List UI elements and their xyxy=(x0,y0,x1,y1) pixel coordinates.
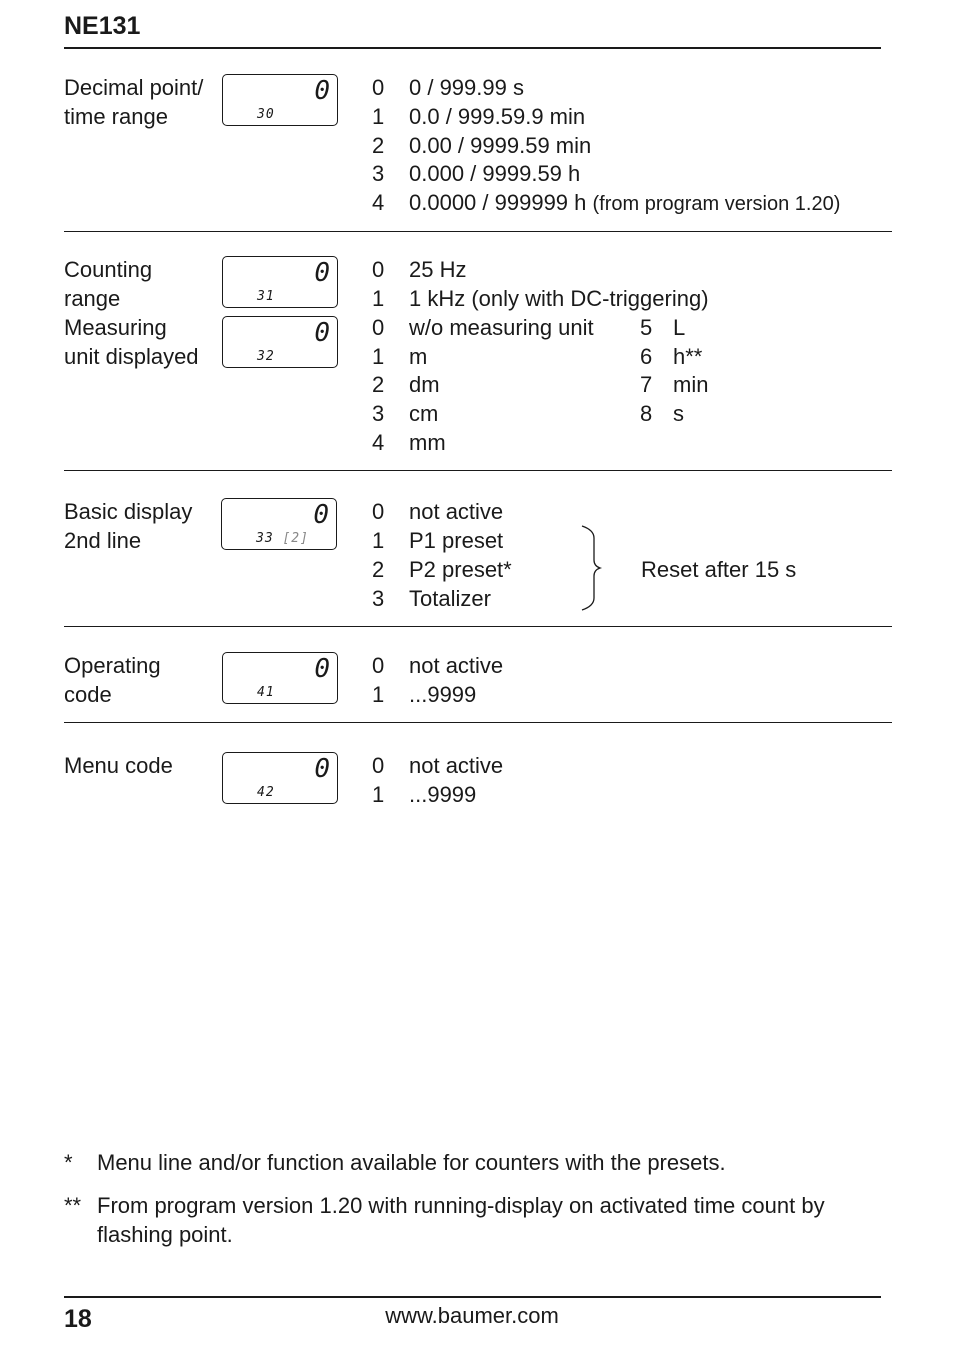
section-label: Counting range Measuring unit displayed xyxy=(64,257,199,369)
lcd-digit: 0 xyxy=(314,258,330,288)
option-number: 3 xyxy=(372,586,385,611)
option-number: 0 xyxy=(372,315,385,340)
lcd-code: 33 [2] xyxy=(256,531,309,546)
lcd-code: 31 xyxy=(257,289,275,304)
option-text: h** xyxy=(673,344,703,369)
option-number: 5 xyxy=(640,315,653,340)
section-divider xyxy=(64,626,892,627)
section-label: Operating code xyxy=(64,653,161,707)
option-number: 7 xyxy=(640,372,653,397)
option-text: cm xyxy=(409,401,439,426)
lcd-digit: 0 xyxy=(314,76,330,106)
option-text: not active xyxy=(409,753,504,778)
option-text: dm xyxy=(409,372,440,397)
option-text: not active xyxy=(409,499,504,524)
option-number: 8 xyxy=(640,401,653,426)
option-text: ...9999 xyxy=(409,682,477,707)
option-text: 0.000 / 9999.59 h xyxy=(409,161,581,186)
option-text: s xyxy=(673,401,684,426)
lcd-display xyxy=(222,74,338,126)
reset-note: Reset after 15 s xyxy=(641,557,797,582)
option-number: 1 xyxy=(372,682,385,707)
option-number: 2 xyxy=(372,557,385,582)
option-text: 25 Hz xyxy=(409,257,467,282)
section-label: Menu code xyxy=(64,753,173,778)
option-number: 1 xyxy=(372,528,385,553)
section-divider xyxy=(64,231,892,232)
section-label: Decimal point/ time range xyxy=(64,75,204,129)
option-text: ...9999 xyxy=(409,782,477,807)
option-number: 0 xyxy=(372,499,385,524)
lcd-digit: 0 xyxy=(314,654,330,684)
website-link[interactable]: www.baumer.com xyxy=(385,1303,559,1328)
lcd-digit: 0 xyxy=(314,318,330,348)
header-divider xyxy=(64,47,881,49)
option-number: 1 xyxy=(372,344,385,369)
option-text: 1 kHz (only with DC-triggering) xyxy=(409,286,709,311)
option-text: P2 preset* xyxy=(409,557,512,582)
lcd-code: 30 xyxy=(257,107,275,122)
option-number: 1 xyxy=(372,782,385,807)
option-number: 4 xyxy=(372,190,385,215)
option-number: 1 xyxy=(372,286,385,311)
option-number: 2 xyxy=(372,372,385,397)
lcd-display xyxy=(222,652,338,704)
option-number: 2 xyxy=(372,133,385,158)
option-text: 0.0 / 999.59.9 min xyxy=(409,104,586,129)
lcd-digit: 0 xyxy=(314,754,330,784)
page-number: 18 xyxy=(64,1305,92,1333)
lcd-display xyxy=(221,498,337,550)
footnote-text: From program version 1.20 with running-display on activated time count by flashing point. xyxy=(97,1193,825,1247)
option-text: not active xyxy=(409,653,504,678)
option-text: 0 / 999.99 s xyxy=(409,75,524,100)
option-number: 0 xyxy=(372,653,385,678)
option-text: P1 preset xyxy=(409,528,504,553)
lcd-digit: 0 xyxy=(313,500,329,530)
option-number: 1 xyxy=(372,104,385,129)
lcd-code: 32 xyxy=(257,349,275,364)
option-text: w/o measuring unit xyxy=(409,315,594,340)
lcd-code: 42 xyxy=(257,785,275,800)
section-divider xyxy=(64,722,892,723)
section-label: Basic display 2nd line xyxy=(64,499,193,553)
option-text: mm xyxy=(409,430,446,455)
section-divider xyxy=(64,470,892,471)
option-number: 3 xyxy=(372,401,385,426)
footnote-text: Menu line and/or function available for counters with the presets. xyxy=(97,1150,726,1175)
option-text: min xyxy=(673,372,709,397)
footnote-mark: * xyxy=(64,1150,73,1175)
document-title: NE131 xyxy=(64,12,141,40)
option-text: m xyxy=(409,344,428,369)
version-note: (from program version 1.20) xyxy=(592,193,841,215)
option-number: 6 xyxy=(640,344,653,369)
footnote-mark: ** xyxy=(64,1193,82,1218)
option-number: 3 xyxy=(372,161,385,186)
option-text: L xyxy=(673,315,686,340)
lcd-display xyxy=(222,256,338,308)
option-number: 4 xyxy=(372,430,385,455)
option-number: 0 xyxy=(372,753,385,778)
lcd-display xyxy=(222,316,338,368)
option-number: 0 xyxy=(372,257,385,282)
right-brace-icon xyxy=(578,524,604,612)
lcd-display xyxy=(222,752,338,804)
option-text: Totalizer xyxy=(409,586,491,611)
option-text: 0.0000 / 999999 h (from program version 1.20) xyxy=(409,190,841,215)
lcd-code: 41 xyxy=(257,685,275,700)
option-text: 0.00 / 9999.59 min xyxy=(409,133,592,158)
footer-divider xyxy=(64,1296,881,1298)
option-number: 0 xyxy=(372,75,385,100)
